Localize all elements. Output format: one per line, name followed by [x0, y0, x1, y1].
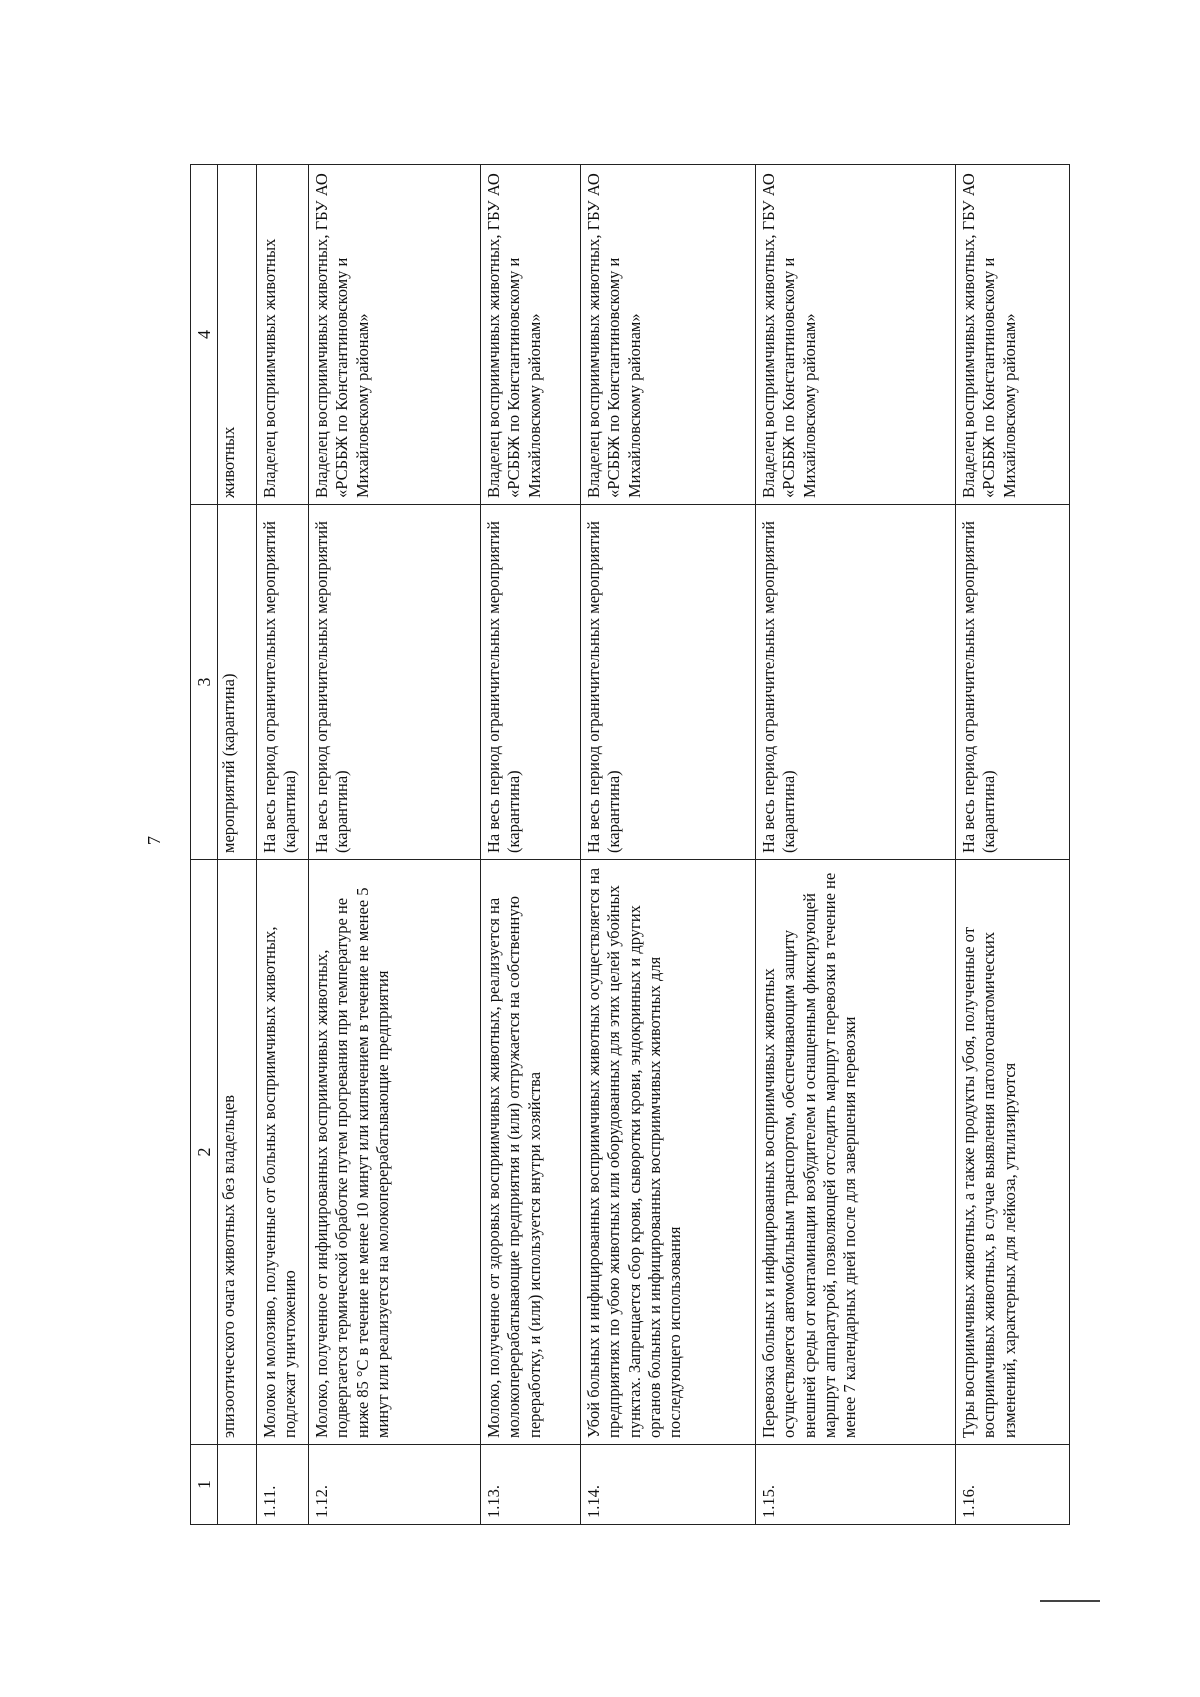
period-text: На весь период ограничительных мероприятий (карантина)	[309, 505, 481, 860]
responsible-text: Владелец восприимчивых животных, ГБУ АО «РСББЖ по Константиновскому и Михайловскому районам»	[956, 165, 1070, 505]
row-number: 1.15.	[756, 1445, 956, 1525]
row-number	[218, 1445, 257, 1525]
header-cell-4: 4	[191, 165, 218, 505]
header-cell-2: 2	[191, 860, 218, 1445]
row-number: 1.16.	[956, 1445, 1070, 1525]
measure-text: Перевозка больных и инфицированных восприимчивых животных осуществляется автомобильным транспортом, обеспечивающим защиту внешней среды от контаминации возбудителем и оснащенным фиксирующей маршрут аппаратурой, позволяющей отследить маршрут перевозки в течение не менее 7 календарных дней после для завершения перевозки	[756, 860, 956, 1445]
measure-text: Молоко и молозиво, полученные от больных восприимчивых животных, подлежат уничтожению	[257, 860, 309, 1445]
header-cell-1: 1	[191, 1445, 218, 1525]
table-row	[309, 165, 481, 1525]
measure-text: Туры восприимчивых животных, а также продукты убоя, полученные от восприимчивых животных, в случае выявления патологоанатомических изменений, характерных для лейкоза, утилизируются	[956, 860, 1070, 1445]
page-number: 7	[144, 836, 164, 845]
table-row	[581, 165, 756, 1525]
measures-table	[190, 164, 1070, 1525]
period-text: На весь период ограничительных мероприятий (карантина)	[956, 505, 1070, 860]
responsible-text: Владелец восприимчивых животных, ГБУ АО «РСББЖ по Константиновскому и Михайловскому районам»	[309, 165, 481, 505]
table-row	[756, 165, 956, 1525]
measure-text: Молоко, полученное от инфицированных восприимчивых животных, подвергается термической обработке путем прогревания при температуре не ниже 85 °С в течение не менее 10 минут или кипячением в течение не менее 5 минут или реализуется на молокоперерабатывающие предприятия	[309, 860, 481, 1445]
period-text: На весь период ограничительных мероприятий (карантина)	[581, 505, 756, 860]
rotated-table-container	[190, 165, 1070, 1525]
responsible-text: Владелец восприимчивых животных, ГБУ АО «РСББЖ по Константиновскому и Михайловскому районам»	[581, 165, 756, 505]
table-row	[956, 165, 1070, 1525]
continuation-row	[218, 165, 257, 1525]
header-row	[191, 165, 218, 1525]
responsible-text: Владелец восприимчивых животных, ГБУ АО «РСББЖ по Константиновскому и Михайловскому районам»	[756, 165, 956, 505]
table-row	[257, 165, 309, 1525]
period-text: На весь период ограничительных мероприятий (карантина)	[756, 505, 956, 860]
responsible-text: Владелец восприимчивых животных, ГБУ АО «РСББЖ по Константиновскому и Михайловскому районам»	[481, 165, 581, 505]
measure-text: Молоко, полученное от здоровых восприимчивых животных, реализуется на молокоперерабатывающие предприятия и (или) отгружается на собственную переработку, и (или) используется внутри хозяйства	[481, 860, 581, 1445]
row-number: 1.12.	[309, 1445, 481, 1525]
measure-text: эпизоотического очага животных без владельцев	[218, 860, 257, 1445]
header-cell-3: 3	[191, 505, 218, 860]
period-text: На весь период ограничительных мероприятий (карантина)	[481, 505, 581, 860]
row-number: 1.14.	[581, 1445, 756, 1525]
measure-text: Убой больных и инфицированных восприимчивых животных осуществляется на предприятиях по убою животных или оборудованных для этих целей убойных пунктах. Запрещается сбор крови, сыворотки крови, эндокринных и других органов больных и инфицированных восприимчивых животных для последующего использования	[581, 860, 756, 1445]
period-text: На весь период ограничительных мероприятий (карантина)	[257, 505, 309, 860]
period-text: мероприятий (карантина)	[218, 505, 257, 860]
responsible-text: Владелец восприимчивых животных	[257, 165, 309, 505]
scan-artifact-line	[1040, 1600, 1100, 1602]
row-number: 1.13.	[481, 1445, 581, 1525]
table-row	[481, 165, 581, 1525]
responsible-text: животных	[218, 165, 257, 505]
row-number: 1.11.	[257, 1445, 309, 1525]
